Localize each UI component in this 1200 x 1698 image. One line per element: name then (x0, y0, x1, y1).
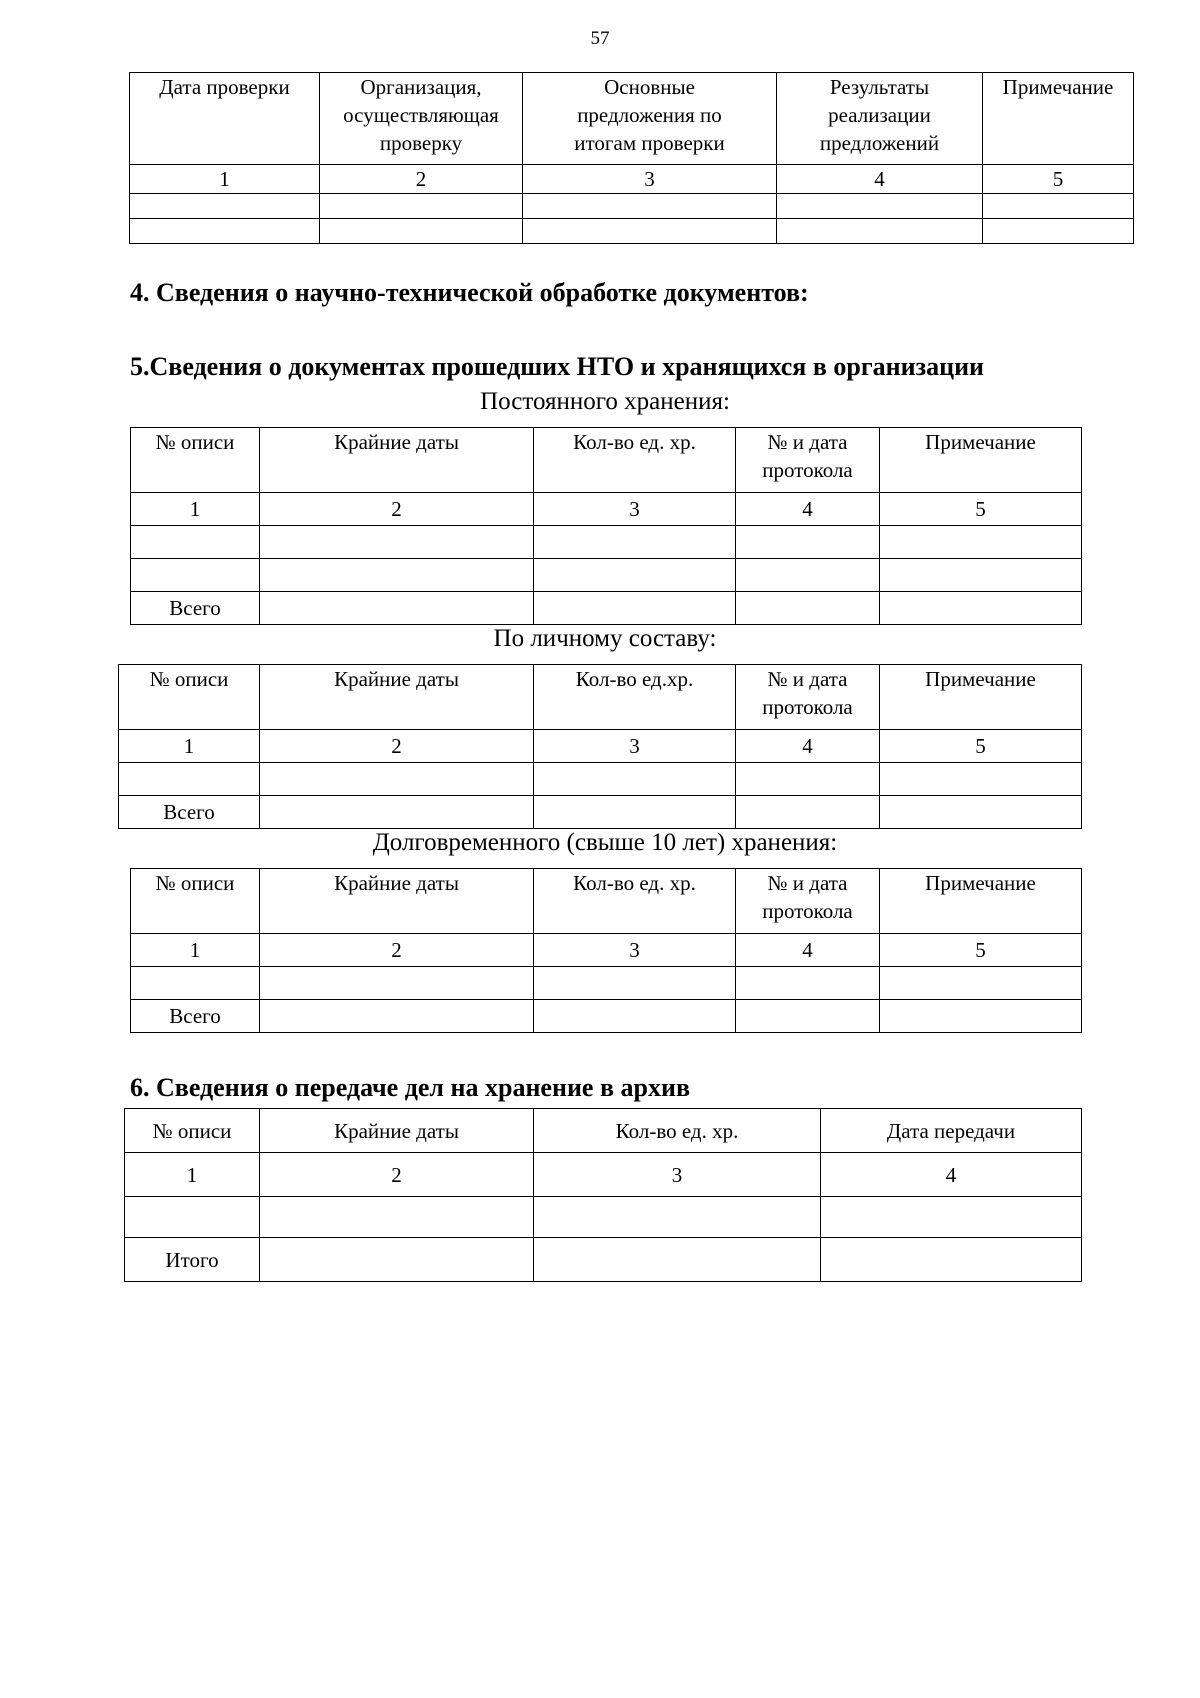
header-note: Примечание (880, 665, 1082, 730)
header-inventory-number: № описи (131, 428, 260, 493)
empty-cell (777, 194, 983, 219)
header-date-range: Крайние даты (260, 665, 534, 730)
empty-cell (534, 526, 736, 559)
table-row (131, 526, 1082, 559)
header-date-range: Крайние даты (260, 428, 534, 493)
inspection-table (129, 72, 1134, 244)
empty-cell (736, 1000, 880, 1033)
section-6-heading: 6. Сведения о передаче дел на хранение в архив (130, 1073, 690, 1102)
header-date-range: Крайние даты (260, 1109, 534, 1153)
empty-cell (125, 1197, 260, 1238)
empty-cell (260, 796, 534, 829)
empty-cell (736, 592, 880, 625)
table-row (131, 559, 1082, 592)
column-number: 4 (777, 165, 983, 194)
empty-cell (880, 967, 1082, 1000)
empty-cell (534, 1000, 736, 1033)
column-number: 1 (131, 493, 260, 526)
header-storage-units: Кол-во ед. хр. (534, 1109, 821, 1153)
total-label: Всего (119, 796, 260, 829)
empty-cell (736, 967, 880, 1000)
table-row (125, 1197, 1082, 1238)
column-number: 5 (983, 165, 1134, 194)
empty-cell (131, 559, 260, 592)
empty-cell (880, 526, 1082, 559)
empty-cell (821, 1197, 1082, 1238)
total-label: Итого (125, 1238, 260, 1282)
column-number: 5 (880, 493, 1082, 526)
column-number: 4 (821, 1153, 1082, 1197)
header-storage-units: Кол-во ед. хр. (534, 869, 736, 934)
empty-cell (130, 194, 320, 219)
archive-transfer-table (124, 1108, 1082, 1282)
column-number: 2 (260, 934, 534, 967)
empty-cell (523, 194, 777, 219)
empty-cell (736, 559, 880, 592)
column-number: 3 (523, 165, 777, 194)
header-transfer-date: Дата передачи (821, 1109, 1082, 1153)
column-number: 1 (130, 165, 320, 194)
empty-cell (320, 219, 523, 244)
empty-cell (983, 194, 1134, 219)
header-inventory-number: № описи (131, 869, 260, 934)
empty-cell (260, 967, 534, 1000)
header-inventory-number: № описи (119, 665, 260, 730)
empty-cell (260, 1197, 534, 1238)
column-number: 3 (534, 934, 736, 967)
longterm-storage-subtitle: Долговременного (свыше 10 лет) хранения: (372, 829, 838, 856)
header-protocol: № и дата протокола (736, 428, 880, 493)
longterm-storage-table (130, 868, 1082, 1033)
header-implementation-results: Результаты реализации предложений (777, 73, 983, 165)
column-number: 1 (125, 1153, 260, 1197)
empty-cell (534, 592, 736, 625)
total-row (131, 592, 1082, 625)
empty-cell (736, 526, 880, 559)
total-label: Всего (131, 1000, 260, 1033)
header-protocol: № и дата протокола (736, 869, 880, 934)
column-number: 2 (260, 1153, 534, 1197)
empty-cell (260, 763, 534, 796)
total-row (125, 1238, 1082, 1282)
column-number: 1 (119, 730, 260, 763)
header-protocol: № и дата протокола (736, 665, 880, 730)
column-number: 2 (260, 730, 534, 763)
column-number: 2 (260, 493, 534, 526)
empty-cell (534, 1197, 821, 1238)
empty-cell (260, 526, 534, 559)
empty-cell (777, 219, 983, 244)
empty-cell (880, 592, 1082, 625)
header-note: Примечание (880, 428, 1082, 493)
header-date-range: Крайние даты (260, 869, 534, 934)
table-row (130, 194, 1134, 219)
empty-cell (523, 219, 777, 244)
empty-cell (260, 592, 534, 625)
empty-cell (260, 1238, 534, 1282)
column-number: 3 (534, 730, 736, 763)
header-note: Примечание (880, 869, 1082, 934)
column-number: 3 (534, 1153, 821, 1197)
header-storage-units: Кол-во ед.хр. (534, 665, 736, 730)
total-row (119, 796, 1082, 829)
column-number: 2 (320, 165, 523, 194)
header-main-proposals: Основные предложения по итогам проверки (523, 73, 777, 165)
column-number: 4 (736, 934, 880, 967)
table-row (130, 219, 1134, 244)
column-number: 5 (880, 934, 1082, 967)
empty-cell (534, 763, 736, 796)
empty-cell (880, 1000, 1082, 1033)
column-number: 3 (534, 493, 736, 526)
permanent-storage-subtitle: Постоянного хранения: (480, 388, 730, 415)
empty-cell (534, 967, 736, 1000)
column-number: 5 (880, 730, 1082, 763)
empty-cell (736, 796, 880, 829)
empty-cell (880, 796, 1082, 829)
empty-cell (736, 763, 880, 796)
page-number: 57 (590, 28, 610, 49)
empty-cell (534, 1238, 821, 1282)
header-inspecting-organization: Организация, осуществляющая проверку (320, 73, 523, 165)
total-label: Всего (131, 592, 260, 625)
header-inventory-number: № описи (125, 1109, 260, 1153)
table-row (119, 763, 1082, 796)
empty-cell (131, 526, 260, 559)
section-4-heading: 4. Сведения о научно-технической обработке документов: (130, 278, 809, 307)
column-number: 4 (736, 493, 880, 526)
table-row (131, 967, 1082, 1000)
empty-cell (119, 763, 260, 796)
empty-cell (131, 967, 260, 1000)
empty-cell (534, 796, 736, 829)
header-note: Примечание (983, 73, 1134, 165)
personnel-subtitle: По личному составу: (493, 625, 717, 652)
total-row (131, 1000, 1082, 1033)
empty-cell (260, 559, 534, 592)
empty-cell (320, 194, 523, 219)
empty-cell (880, 763, 1082, 796)
header-inspection-date: Дата проверки (130, 73, 320, 165)
permanent-storage-table (130, 427, 1082, 625)
column-number: 1 (131, 934, 260, 967)
empty-cell (821, 1238, 1082, 1282)
header-storage-units: Кол-во ед. хр. (534, 428, 736, 493)
personnel-table (118, 664, 1082, 829)
empty-cell (880, 559, 1082, 592)
column-number: 4 (736, 730, 880, 763)
section-5-heading: 5.Сведения о документах прошедших НТО и хранящихся в организации (130, 352, 985, 381)
empty-cell (983, 219, 1134, 244)
empty-cell (130, 219, 320, 244)
empty-cell (260, 1000, 534, 1033)
empty-cell (534, 559, 736, 592)
